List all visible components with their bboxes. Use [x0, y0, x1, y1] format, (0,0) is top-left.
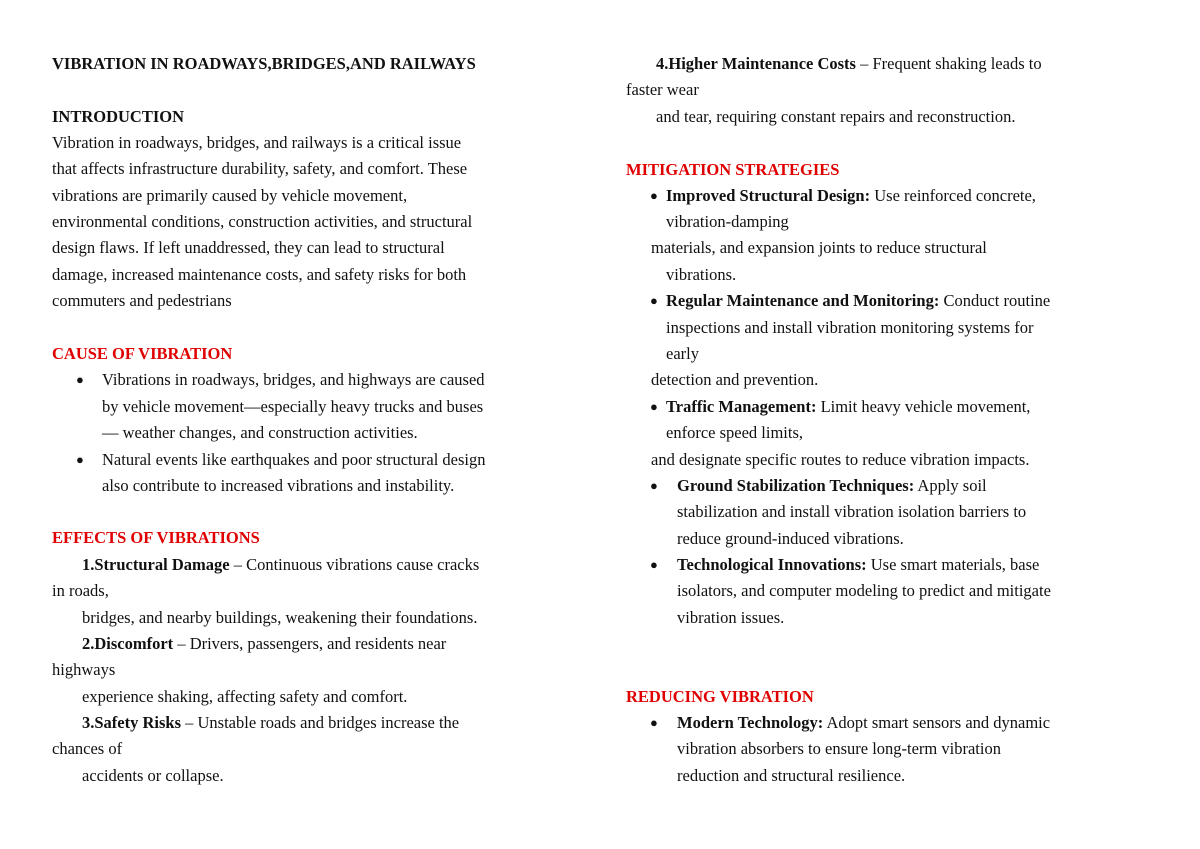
effect-wrap: chances of	[52, 739, 123, 758]
effect-text: – Drivers, passengers, and residents near	[173, 634, 447, 653]
intro-line: vibrations are primarily caused by vehicle movement,	[52, 186, 408, 205]
reducing-title: Modern Technology:	[677, 713, 824, 732]
strategy-1	[666, 186, 1036, 206]
effect-item-2	[82, 634, 446, 654]
strategy-line: and designate specific routes to reduce vibration impacts.	[651, 450, 1030, 469]
effect-wrap: faster wear	[626, 80, 699, 99]
bullet-icon: ●	[650, 293, 658, 308]
strategy-text: Conduct routine	[939, 291, 1051, 310]
strategy-line: vibration-damping	[666, 212, 789, 231]
bullet-icon: ●	[650, 557, 658, 572]
strategy-text: Use reinforced concrete,	[870, 186, 1036, 205]
intro-line: that affects infrastructure durability, safety, and comfort. These	[52, 159, 468, 178]
effect-text: – Frequent shaking leads to	[855, 54, 1042, 73]
strategy-title: Ground Stabilization Techniques:	[677, 476, 915, 495]
bullet-icon: ●	[650, 399, 658, 414]
strategy-line: inspections and install vibration monitoring systems for	[666, 318, 1034, 337]
effect-title: 1.Structural Damage	[82, 555, 230, 574]
strategy-line: isolators, and computer modeling to predict and mitigate	[677, 581, 1051, 600]
cause-line: — weather changes, and construction activities.	[102, 423, 418, 442]
effect-text: – Continuous vibrations cause cracks	[229, 555, 480, 574]
strategy-line: stabilization and install vibration isolation barriers to	[677, 502, 1027, 521]
strategy-line: detection and prevention.	[651, 370, 819, 389]
document-title: VIBRATION IN ROADWAYS,BRIDGES,AND RAILWAYS	[52, 54, 476, 73]
strategy-4	[677, 476, 987, 496]
reducing-heading: REDUCING VIBRATION	[626, 687, 814, 706]
strategy-text: Use smart materials, base	[866, 555, 1040, 574]
strategy-2	[666, 291, 1050, 311]
effect-cont: and tear, requiring constant repairs and reconstruction.	[656, 107, 1016, 126]
strategy-line: reduce ground-induced vibrations.	[677, 529, 904, 548]
effect-item-4	[656, 54, 1042, 74]
effect-item-1	[82, 555, 479, 575]
strategy-line: vibration issues.	[677, 608, 785, 627]
cause-line: Natural events like earthquakes and poor structural design	[102, 450, 486, 469]
effects-heading: EFFECTS OF VIBRATIONS	[52, 528, 260, 547]
intro-line: environmental conditions, construction activities, and structural	[52, 212, 473, 231]
strategy-3	[666, 397, 1030, 417]
effect-wrap: in roads,	[52, 581, 109, 600]
intro-line: commuters and pedestrians	[52, 291, 232, 310]
effect-cont: bridges, and nearby buildings, weakening their foundations.	[82, 608, 478, 627]
strategy-title: Regular Maintenance and Monitoring:	[666, 291, 940, 310]
effect-item-3	[82, 713, 459, 733]
reducing-text: Adopt smart sensors and dynamic	[823, 713, 1051, 732]
bullet-icon: ●	[650, 188, 658, 203]
intro-heading: INTRODUCTION	[52, 107, 185, 126]
strategy-title: Improved Structural Design:	[666, 186, 871, 205]
bullet-icon: ●	[650, 478, 658, 493]
strategy-line: early	[666, 344, 699, 363]
strategy-5	[677, 555, 1039, 575]
cause-line: by vehicle movement—especially heavy trucks and buses	[102, 397, 484, 416]
bullet-icon: ●	[650, 715, 658, 730]
bullet-icon: ●	[76, 372, 84, 387]
reducing-line: vibration absorbers to ensure long-term vibration	[677, 739, 1001, 758]
effect-cont: experience shaking, affecting safety and comfort.	[82, 687, 408, 706]
cause-line: Vibrations in roadways, bridges, and highways are caused	[102, 370, 485, 389]
effect-title: 4.Higher Maintenance Costs	[656, 54, 856, 73]
bullet-icon: ●	[76, 452, 84, 467]
intro-line: Vibration in roadways, bridges, and railways is a critical issue	[52, 133, 462, 152]
effect-wrap: highways	[52, 660, 116, 679]
strategy-line: enforce speed limits,	[666, 423, 803, 442]
strategy-text: Limit heavy vehicle movement,	[816, 397, 1031, 416]
effect-title: 3.Safety Risks	[82, 713, 182, 732]
cause-heading: CAUSE OF VIBRATION	[52, 344, 233, 363]
effect-cont: accidents or collapse.	[82, 766, 224, 785]
strategy-line: vibrations.	[666, 265, 737, 284]
strategy-text: Apply soil	[914, 476, 987, 495]
strategy-title: Traffic Management:	[666, 397, 817, 416]
intro-line: damage, increased maintenance costs, and safety risks for both	[52, 265, 467, 284]
effect-text: – Unstable roads and bridges increase the	[181, 713, 460, 732]
strategy-title: Technological Innovations:	[677, 555, 867, 574]
intro-line: design flaws. If left unaddressed, they can lead to structural	[52, 238, 445, 257]
reducing-line: reduction and structural resilience.	[677, 766, 906, 785]
cause-line: also contribute to increased vibrations and instability.	[102, 476, 455, 495]
strategy-line: materials, and expansion joints to reduce structural	[651, 238, 987, 257]
mitigation-heading: MITIGATION STRATEGIES	[626, 160, 840, 179]
effect-title: 2.Discomfort	[82, 634, 174, 653]
reducing-item	[677, 713, 1050, 733]
